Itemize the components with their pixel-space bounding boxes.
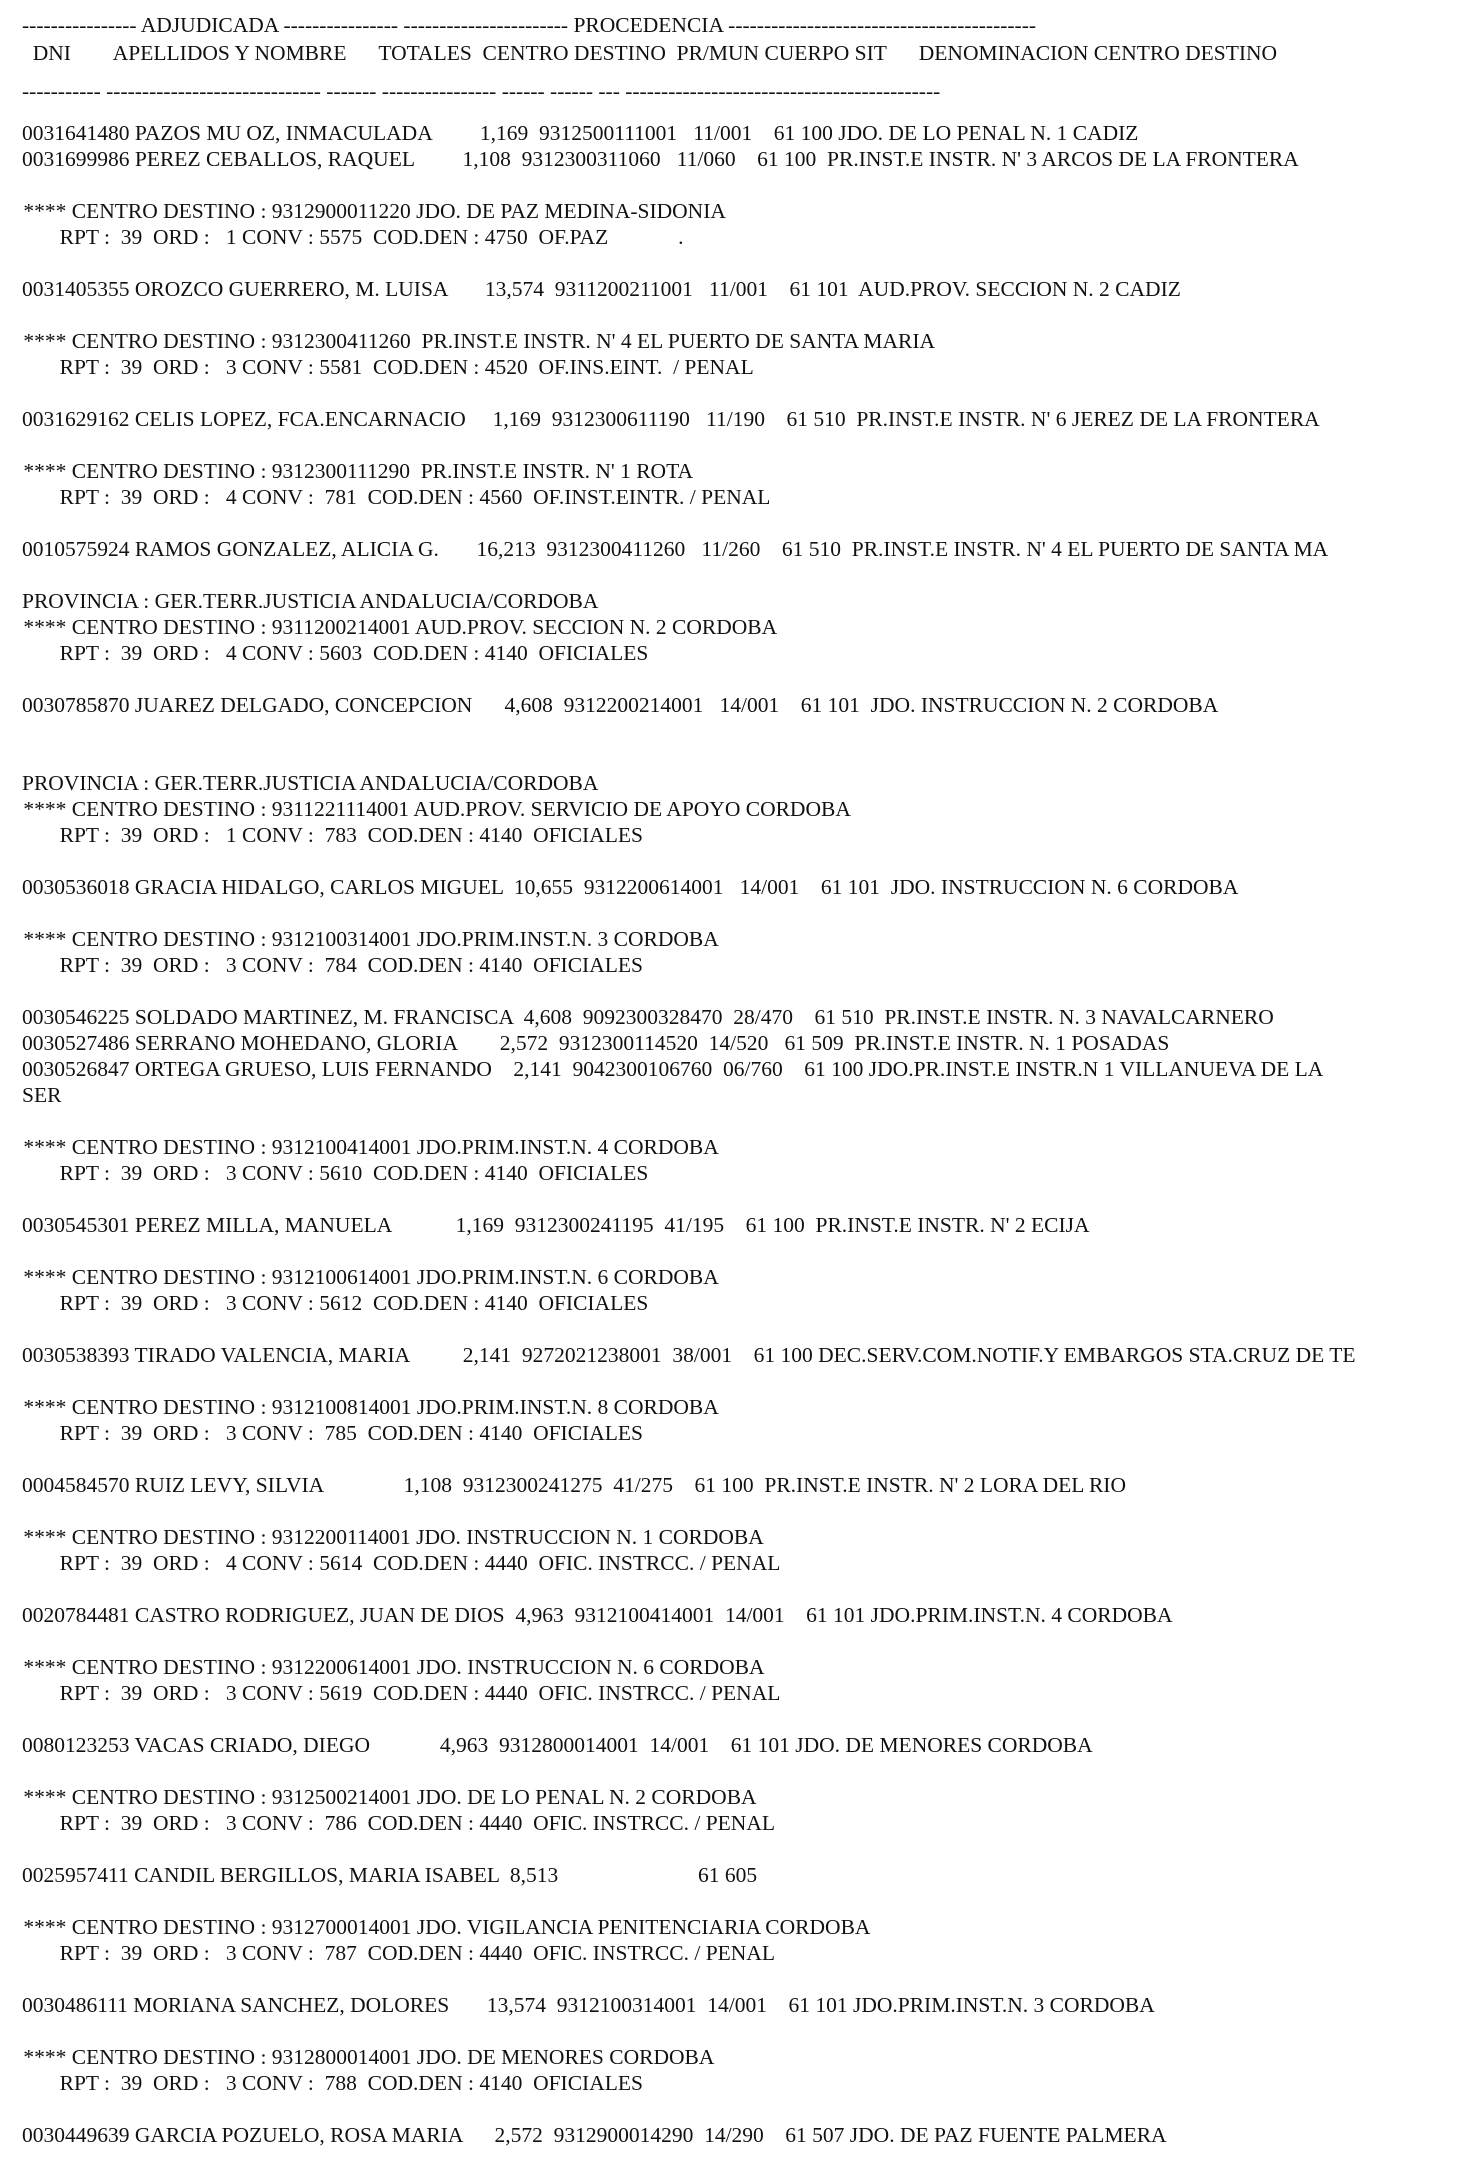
record-row: 0020784481 CASTRO RODRIGUEZ, JUAN DE DIOS 4,963 9312100414001 14/001 61 101 JDO.PRIM.INST.N. 4 CORDOBA — [22, 1603, 1173, 1627]
centro-destino-line: **** CENTRO DESTINO : 9312300411260 PR.INST.E INSTR. N' 4 EL PUERTO DE SANTA MARIA — [18, 329, 936, 353]
record-row: 0030527486 SERRANO MOHEDANO, GLORIA 2,572 9312300114520 14/520 61 509 PR.INST.E INSTR. N. 1 POSADAS — [22, 1031, 1170, 1055]
record-row: 0025957411 CANDIL BERGILLOS, MARIA ISABEL 8,513 61 605 — [22, 1863, 758, 1887]
rpt-line: RPT : 39 ORD : 3 CONV : 5619 COD.DEN : 4440 OFIC. INSTRCC. / PENAL — [22, 1681, 781, 1705]
record-row: 0004584570 RUIZ LEVY, SILVIA 1,108 9312300241275 41/275 61 100 PR.INST.E INSTR. N' 2 LORA DEL RIO — [22, 1473, 1126, 1497]
record-row: 0031641480 PAZOS MU OZ, INMACULADA 1,169 9312500111001 11/001 61 100 JDO. DE LO PENAL N. 1 CADIZ — [22, 121, 1139, 145]
centro-destino-line: **** CENTRO DESTINO : 9312100314001 JDO.PRIM.INST.N. 3 CORDOBA — [18, 927, 719, 951]
header-line: ---------------- ADJUDICADA ---------------- ----------------------- PROCEDENCIA ------------------------------------------- — [22, 13, 1037, 37]
record-row: 0030538393 TIRADO VALENCIA, MARIA 2,141 9272021238001 38/001 61 100 DEC.SERV.COM.NOTIF.Y EMBARGOS STA.CRUZ DE TE — [22, 1343, 1356, 1367]
centro-destino-line: **** CENTRO DESTINO : 9312700014001 JDO. VIGILANCIA PENITENCIARIA CORDOBA — [18, 1915, 871, 1939]
centro-destino-line: **** CENTRO DESTINO : 9311221114001 AUD.PROV. SERVICIO DE APOYO CORDOBA — [18, 797, 851, 821]
record-row: 0030546225 SOLDADO MARTINEZ, M. FRANCISCA 4,608 9092300328470 28/470 61 510 PR.INST.E INSTR. N. 3 NAVALCARNERO — [22, 1005, 1274, 1029]
provincia-line: PROVINCIA : GER.TERR.JUSTICIA ANDALUCIA/CORDOBA — [22, 771, 599, 795]
record-row: 0031405355 OROZCO GUERRERO, M. LUISA 13,574 9311200211001 11/001 61 101 AUD.PROV. SECCION N. 2 CADIZ — [22, 277, 1181, 301]
record-row: 0080123253 VACAS CRIADO, DIEGO 4,963 9312800014001 14/001 61 101 JDO. DE MENORES CORDOBA — [22, 1733, 1093, 1757]
centro-destino-line: **** CENTRO DESTINO : 9312100614001 JDO.PRIM.INST.N. 6 CORDOBA — [18, 1265, 719, 1289]
rpt-line: RPT : 39 ORD : 4 CONV : 5614 COD.DEN : 4440 OFIC. INSTRCC. / PENAL — [22, 1551, 781, 1575]
centro-destino-line: **** CENTRO DESTINO : 9312100814001 JDO.PRIM.INST.N. 8 CORDOBA — [18, 1395, 719, 1419]
provincia-line: PROVINCIA : GER.TERR.JUSTICIA ANDALUCIA/CORDOBA — [22, 589, 599, 613]
header-line: ----------- ------------------------------ ------- ---------------- ------ ------ --- -------------------------------------------- — [22, 79, 941, 103]
centro-destino-line: **** CENTRO DESTINO : 9312100414001 JDO.PRIM.INST.N. 4 CORDOBA — [18, 1135, 719, 1159]
rpt-line: RPT : 39 ORD : 3 CONV : 5610 COD.DEN : 4140 OFICIALES — [22, 1161, 649, 1185]
record-row: 0030526847 ORTEGA GRUESO, LUIS FERNANDO 2,141 9042300106760 06/760 61 100 JDO.PR.INST.E INSTR.N 1 VILLANUEVA DE LA — [22, 1057, 1324, 1081]
rpt-line: RPT : 39 ORD : 3 CONV : 786 COD.DEN : 4440 OFIC. INSTRCC. / PENAL — [22, 1811, 775, 1835]
record-row: 0030449639 GARCIA POZUELO, ROSA MARIA 2,572 9312900014290 14/290 61 507 JDO. DE PAZ FUENTE PALMERA — [22, 2123, 1167, 2147]
centro-destino-line: **** CENTRO DESTINO : 9312500214001 JDO. DE LO PENAL N. 2 CORDOBA — [18, 1785, 757, 1809]
rpt-line: RPT : 39 ORD : 3 CONV : 787 COD.DEN : 4440 OFIC. INSTRCC. / PENAL — [22, 1941, 775, 1965]
centro-destino-line: **** CENTRO DESTINO : 9312300111290 PR.INST.E INSTR. N' 1 ROTA — [18, 459, 694, 483]
rpt-line: RPT : 39 ORD : 3 CONV : 788 COD.DEN : 4140 OFICIALES — [22, 2071, 643, 2095]
rpt-line: RPT : 39 ORD : 4 CONV : 781 COD.DEN : 4560 OF.INST.EINTR. / PENAL — [22, 485, 771, 509]
centro-destino-line: **** CENTRO DESTINO : 9312900011220 JDO. DE PAZ MEDINA-SIDONIA — [18, 199, 726, 223]
record-row: 0030536018 GRACIA HIDALGO, CARLOS MIGUEL 10,655 9312200614001 14/001 61 101 JDO. INSTRUCCION N. 6 CORDOBA — [22, 875, 1239, 899]
header-line: DNI APELLIDOS Y NOMBRE TOTALES CENTRO DESTINO PR/MUN CUERPO SIT DENOMINACION CENTRO DESTINO — [22, 41, 1278, 65]
centro-destino-line: **** CENTRO DESTINO : 9312200114001 JDO. INSTRUCCION N. 1 CORDOBA — [18, 1525, 764, 1549]
rpt-line: RPT : 39 ORD : 3 CONV : 5612 COD.DEN : 4140 OFICIALES — [22, 1291, 649, 1315]
record-row: 0030545301 PEREZ MILLA, MANUELA 1,169 9312300241195 41/195 61 100 PR.INST.E INSTR. N' 2 ECIJA — [22, 1213, 1090, 1237]
rpt-line: RPT : 39 ORD : 3 CONV : 784 COD.DEN : 4140 OFICIALES — [22, 953, 643, 977]
rpt-line: RPT : 39 ORD : 3 CONV : 785 COD.DEN : 4140 OFICIALES — [22, 1421, 643, 1445]
text-line: SER — [22, 1083, 62, 1107]
centro-destino-line: **** CENTRO DESTINO : 9312800014001 JDO. DE MENORES CORDOBA — [18, 2045, 715, 2069]
rpt-line: RPT : 39 ORD : 1 CONV : 783 COD.DEN : 4140 OFICIALES — [22, 823, 643, 847]
record-row: 0031629162 CELIS LOPEZ, FCA.ENCARNACIO 1,169 9312300611190 11/190 61 510 PR.INST.E INSTR. N' 6 JEREZ DE LA FRONTERA — [22, 407, 1320, 431]
record-row: 0030486111 MORIANA SANCHEZ, DOLORES 13,574 9312100314001 14/001 61 101 JDO.PRIM.INST.N. 3 CORDOBA — [22, 1993, 1155, 2017]
centro-destino-line: **** CENTRO DESTINO : 9312200614001 JDO. INSTRUCCION N. 6 CORDOBA — [18, 1655, 765, 1679]
record-row: 0031699986 PEREZ CEBALLOS, RAQUEL 1,108 9312300311060 11/060 61 100 PR.INST.E INSTR. N' 3 ARCOS DE LA FRONTERA — [22, 147, 1299, 171]
rpt-line: RPT : 39 ORD : 3 CONV : 5581 COD.DEN : 4520 OF.INS.EINT. / PENAL — [22, 355, 754, 379]
record-row: 0010575924 RAMOS GONZALEZ, ALICIA G. 16,213 9312300411260 11/260 61 510 PR.INST.E INSTR. N' 4 EL PUERTO DE SANTA MA — [22, 537, 1329, 561]
rpt-line: RPT : 39 ORD : 4 CONV : 5603 COD.DEN : 4140 OFICIALES — [22, 641, 649, 665]
record-row: 0030785870 JUAREZ DELGADO, CONCEPCION 4,608 9312200214001 14/001 61 101 JDO. INSTRUCCION N. 2 CORDOBA — [22, 693, 1219, 717]
centro-destino-line: **** CENTRO DESTINO : 9311200214001 AUD.PROV. SECCION N. 2 CORDOBA — [18, 615, 778, 639]
rpt-line: RPT : 39 ORD : 1 CONV : 5575 COD.DEN : 4750 OF.PAZ . — [22, 225, 684, 249]
